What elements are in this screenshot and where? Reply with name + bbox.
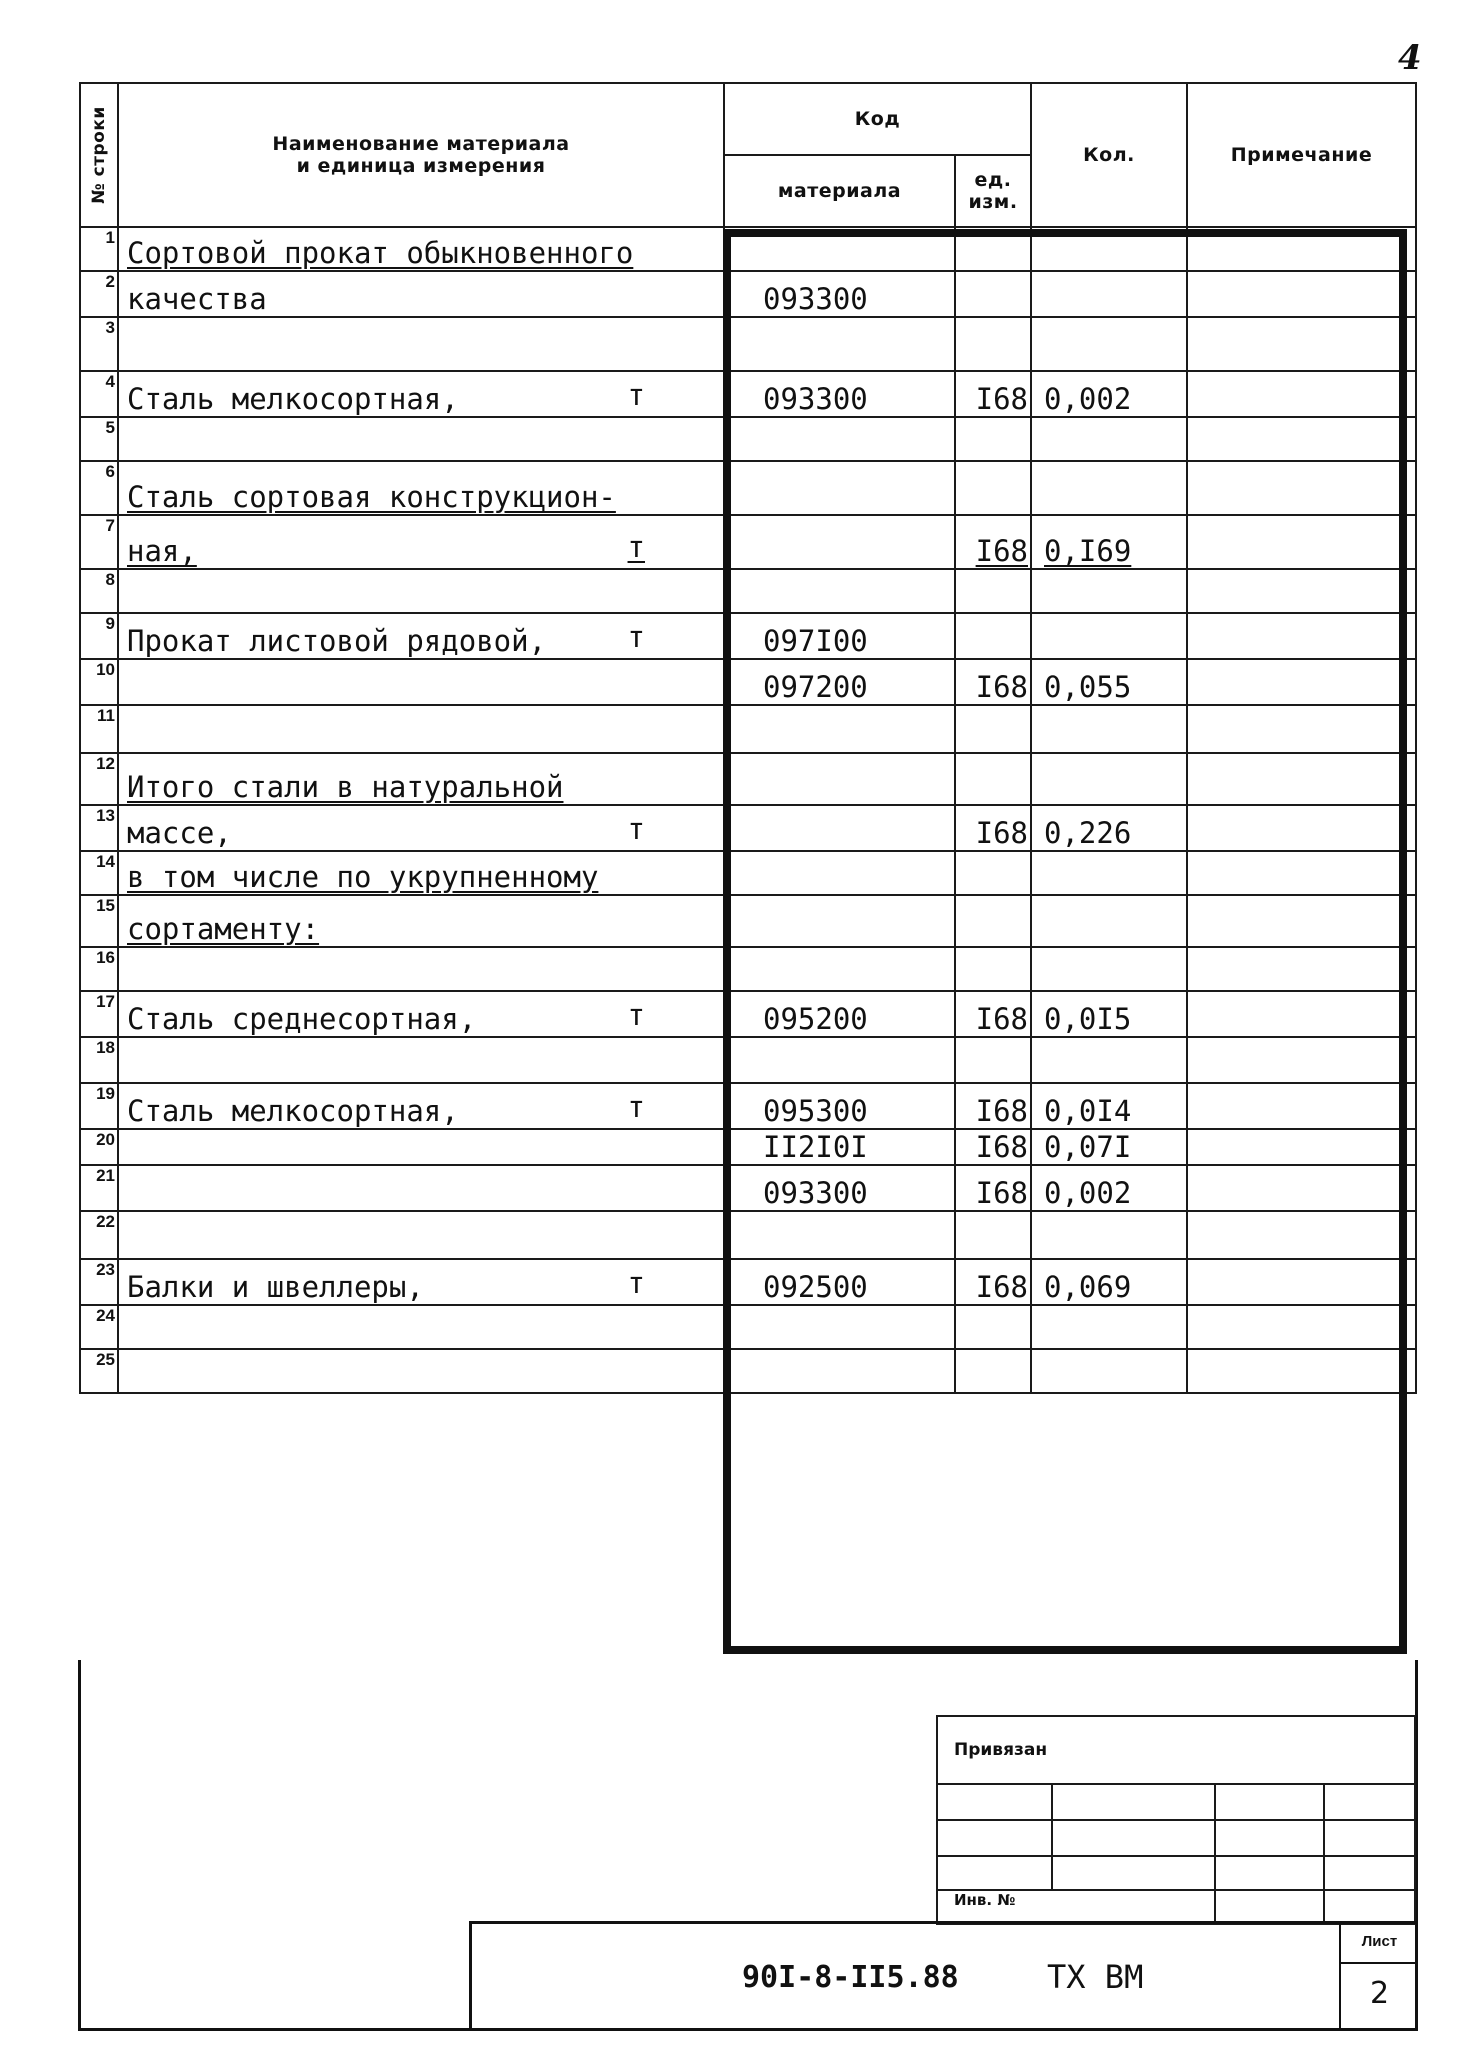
material-code: [724, 705, 955, 753]
quantity: [1031, 461, 1187, 515]
quantity: 0,069: [1031, 1259, 1187, 1305]
material-name-cell: [118, 1305, 724, 1349]
unit-code: [955, 613, 1031, 659]
row-number: 13: [80, 805, 118, 851]
binding-cell: [1215, 1890, 1324, 1924]
binding-cell: [1324, 1890, 1415, 1924]
table-row: [80, 1259, 1416, 1305]
quantity: 0,226: [1031, 805, 1187, 851]
unit-code: I68: [955, 1259, 1031, 1305]
note-cell: [1187, 1165, 1416, 1211]
material-name: Сталь сортовая конструкцион-: [127, 480, 616, 514]
material-code: 095300: [724, 1083, 955, 1129]
quantity: 0,I69: [1031, 515, 1187, 569]
material-code: [724, 317, 955, 371]
quantity: [1031, 417, 1187, 461]
row-number: 12: [80, 753, 118, 805]
quantity: 0,002: [1031, 1165, 1187, 1211]
table-row: [80, 1083, 1416, 1129]
note-header: Примечание: [1187, 83, 1416, 227]
document-code: 90I-8-II5.88: [742, 1960, 959, 1995]
row-number-header: № строки: [80, 83, 118, 227]
materials-table: [79, 82, 1417, 1394]
material-code: 097200: [724, 659, 955, 705]
material-code: [724, 753, 955, 805]
note-cell: [1187, 991, 1416, 1037]
material-name-cell: [118, 613, 724, 659]
note-cell: [1187, 613, 1416, 659]
material-name: ная,: [127, 534, 197, 568]
quantity: 0,002: [1031, 371, 1187, 417]
table-row: [80, 227, 1416, 271]
unit-code: [955, 947, 1031, 991]
page-number: 4: [1398, 38, 1422, 78]
note-cell: [1187, 515, 1416, 569]
unit-code: [955, 417, 1031, 461]
material-code: 093300: [724, 271, 955, 317]
quantity: [1031, 1211, 1187, 1259]
unit-code: I68: [955, 659, 1031, 705]
unit-code: [955, 227, 1031, 271]
unit-of-measure: т: [627, 1266, 645, 1300]
unit-of-measure: т: [627, 812, 645, 846]
row-number: 1: [80, 227, 118, 271]
unit-code: [955, 895, 1031, 947]
row-number: 3: [80, 317, 118, 371]
table-row: [80, 991, 1416, 1037]
material-name-cell: [118, 851, 724, 895]
quantity: [1031, 271, 1187, 317]
material-name-cell: [118, 1165, 724, 1211]
row-number: 21: [80, 1165, 118, 1211]
material-code: [724, 895, 955, 947]
note-cell: [1187, 271, 1416, 317]
row-number: 18: [80, 1037, 118, 1083]
row-number: 15: [80, 895, 118, 947]
material-name-cell: [118, 371, 724, 417]
table-row: [80, 317, 1416, 371]
note-cell: [1187, 317, 1416, 371]
material-name-cell: [118, 1129, 724, 1165]
unit-code: [955, 461, 1031, 515]
material-code: [724, 1037, 955, 1083]
row-number: 19: [80, 1083, 118, 1129]
note-cell: [1187, 705, 1416, 753]
material-name-cell: [118, 317, 724, 371]
unit-of-measure: т: [627, 1090, 645, 1124]
material-name-cell: [118, 805, 724, 851]
material-name: сортаменту:: [127, 912, 320, 946]
note-cell: [1187, 417, 1416, 461]
material-name: Сталь мелкосортная,: [127, 382, 459, 416]
table-row: [80, 851, 1416, 895]
material-name-cell: [118, 895, 724, 947]
binding-table: [936, 1715, 1416, 1925]
material-name-cell: [118, 991, 724, 1037]
quantity: [1031, 1305, 1187, 1349]
unit-code: I68: [955, 515, 1031, 569]
row-number: 4: [80, 371, 118, 417]
unit-code: I68: [955, 1083, 1031, 1129]
row-number: 25: [80, 1349, 118, 1393]
table-row: [80, 947, 1416, 991]
binding-cell: [1324, 1856, 1415, 1890]
quantity: 0,07I: [1031, 1129, 1187, 1165]
quantity: [1031, 705, 1187, 753]
unit-code: [955, 569, 1031, 613]
unit-code: [955, 1305, 1031, 1349]
unit-code-header: ед. изм.: [955, 155, 1031, 227]
unit-code: [955, 317, 1031, 371]
material-code: 095200: [724, 991, 955, 1037]
note-cell: [1187, 371, 1416, 417]
material-name-cell: [118, 227, 724, 271]
note-cell: [1187, 1305, 1416, 1349]
quantity: [1031, 895, 1187, 947]
quantity: [1031, 947, 1187, 991]
table-row: [80, 417, 1416, 461]
quantity: [1031, 753, 1187, 805]
binding-cell: [1052, 1820, 1215, 1856]
material-code: [724, 947, 955, 991]
note-cell: [1187, 659, 1416, 705]
quantity: 0,0I5: [1031, 991, 1187, 1037]
material-name-cell: [118, 753, 724, 805]
row-number: 6: [80, 461, 118, 515]
row-number: 5: [80, 417, 118, 461]
table-row: [80, 613, 1416, 659]
material-code: [724, 417, 955, 461]
material-name-cell: [118, 515, 724, 569]
binding-cell: [1052, 1856, 1215, 1890]
table-row: [80, 371, 1416, 417]
material-name: Сталь мелкосортная,: [127, 1094, 459, 1128]
quantity: [1031, 1349, 1187, 1393]
unit-code: I68: [955, 991, 1031, 1037]
row-number: 22: [80, 1211, 118, 1259]
material-name-cell: [118, 271, 724, 317]
binding-cell: [937, 1784, 1052, 1820]
material-name-cell: [118, 1259, 724, 1305]
quantity: 0,0I4: [1031, 1083, 1187, 1129]
material-name: Балки и швеллеры,: [127, 1270, 424, 1304]
note-cell: [1187, 1349, 1416, 1393]
material-name-cell: [118, 659, 724, 705]
note-cell: [1187, 753, 1416, 805]
unit-code: [955, 1211, 1031, 1259]
material-name-cell: [118, 461, 724, 515]
row-number: 2: [80, 271, 118, 317]
material-name-cell: [118, 1349, 724, 1393]
material-code: 097I00: [724, 613, 955, 659]
note-cell: [1187, 1037, 1416, 1083]
note-cell: [1187, 1259, 1416, 1305]
table-row: [80, 569, 1416, 613]
unit-code: I68: [955, 1129, 1031, 1165]
material-name: Сталь среднесортная,: [127, 1002, 477, 1036]
table-row: [80, 705, 1416, 753]
row-number: 11: [80, 705, 118, 753]
material-code: II2I0I: [724, 1129, 955, 1165]
material-name: Итого стали в натуральной: [127, 770, 564, 804]
material-name: в том числе по укрупненному: [127, 860, 599, 894]
table-row: [80, 461, 1416, 515]
unit-code: [955, 1037, 1031, 1083]
binding-cell: [937, 1820, 1052, 1856]
table-row: [80, 515, 1416, 569]
qty-header: Кол.: [1031, 83, 1187, 227]
material-name: массе,: [127, 816, 232, 850]
table-row: [80, 659, 1416, 705]
unit-of-measure: т: [627, 998, 645, 1032]
table-row: [80, 895, 1416, 947]
material-name-cell: [118, 417, 724, 461]
note-cell: [1187, 1211, 1416, 1259]
sheet-label: Лист: [1341, 1924, 1418, 1964]
unit-code: [955, 753, 1031, 805]
material-code: [724, 805, 955, 851]
material-code: [724, 227, 955, 271]
binding-cell: [1324, 1820, 1415, 1856]
row-number: 8: [80, 569, 118, 613]
sheet-box: [1339, 1924, 1418, 2031]
row-number: 10: [80, 659, 118, 705]
document-suffix: ТХ ВМ: [1047, 1958, 1144, 1996]
material-name: Прокат листовой рядовой,: [127, 624, 547, 658]
inventory-number-label: Инв. №: [937, 1890, 1215, 1924]
row-number: 7: [80, 515, 118, 569]
binding-cell: [1215, 1784, 1324, 1820]
row-number: 9: [80, 613, 118, 659]
binding-cell: [1215, 1856, 1324, 1890]
quantity: [1031, 613, 1187, 659]
note-cell: [1187, 569, 1416, 613]
table-row: [80, 1129, 1416, 1165]
material-name-cell: [118, 569, 724, 613]
unit-code: [955, 705, 1031, 753]
quantity: [1031, 569, 1187, 613]
note-cell: [1187, 947, 1416, 991]
note-cell: [1187, 1129, 1416, 1165]
name-header: Наименование материала и единица измерения: [118, 83, 724, 227]
binding-cell: [937, 1856, 1052, 1890]
unit-of-measure: т: [627, 620, 645, 654]
code-header: Код: [724, 83, 1031, 155]
material-name: Сортовой прокат обыкновенного: [127, 236, 634, 270]
table-row: [80, 1349, 1416, 1393]
row-number: 20: [80, 1129, 118, 1165]
material-code: [724, 851, 955, 895]
note-cell: [1187, 851, 1416, 895]
material-code: [724, 1211, 955, 1259]
material-code: [724, 461, 955, 515]
material-code: [724, 515, 955, 569]
note-cell: [1187, 1083, 1416, 1129]
material-code: 093300: [724, 371, 955, 417]
unit-code: [955, 1349, 1031, 1393]
title-block: [469, 1921, 1418, 2031]
unit-of-measure: т: [627, 378, 645, 412]
row-number: 23: [80, 1259, 118, 1305]
quantity: 0,055: [1031, 659, 1187, 705]
row-number: 17: [80, 991, 118, 1037]
table-row: [80, 271, 1416, 317]
row-number: 24: [80, 1305, 118, 1349]
material-name-cell: [118, 947, 724, 991]
table-row: [80, 1305, 1416, 1349]
row-number: 14: [80, 851, 118, 895]
table-row: [80, 753, 1416, 805]
sheet-number: 2: [1369, 1976, 1390, 2011]
material-name-cell: [118, 1211, 724, 1259]
material-code: [724, 1305, 955, 1349]
material-code: [724, 569, 955, 613]
unit-code: I68: [955, 1165, 1031, 1211]
table-row: [80, 805, 1416, 851]
material-name-cell: [118, 1037, 724, 1083]
material-name-cell: [118, 705, 724, 753]
unit-code: [955, 851, 1031, 895]
row-number: 16: [80, 947, 118, 991]
material-code: 093300: [724, 1165, 955, 1211]
unit-code: I68: [955, 805, 1031, 851]
table-row: [80, 1165, 1416, 1211]
binding-cell: [1052, 1784, 1215, 1820]
note-cell: [1187, 227, 1416, 271]
table-row: [80, 1211, 1416, 1259]
quantity: [1031, 227, 1187, 271]
quantity: [1031, 1037, 1187, 1083]
binding-cell: [1324, 1784, 1415, 1820]
material-name-cell: [118, 1083, 724, 1129]
material-name: качества: [127, 282, 267, 316]
material-code: 092500: [724, 1259, 955, 1305]
note-cell: [1187, 805, 1416, 851]
quantity: [1031, 851, 1187, 895]
material-code-header: материала: [724, 155, 955, 227]
table-row: [80, 1037, 1416, 1083]
binding-cell: [1215, 1820, 1324, 1856]
unit-of-measure: т: [627, 530, 645, 564]
unit-code: [955, 271, 1031, 317]
note-cell: [1187, 895, 1416, 947]
note-cell: [1187, 461, 1416, 515]
unit-code: I68: [955, 371, 1031, 417]
quantity: [1031, 317, 1187, 371]
material-code: [724, 1349, 955, 1393]
binding-title: Привязан: [937, 1716, 1415, 1784]
